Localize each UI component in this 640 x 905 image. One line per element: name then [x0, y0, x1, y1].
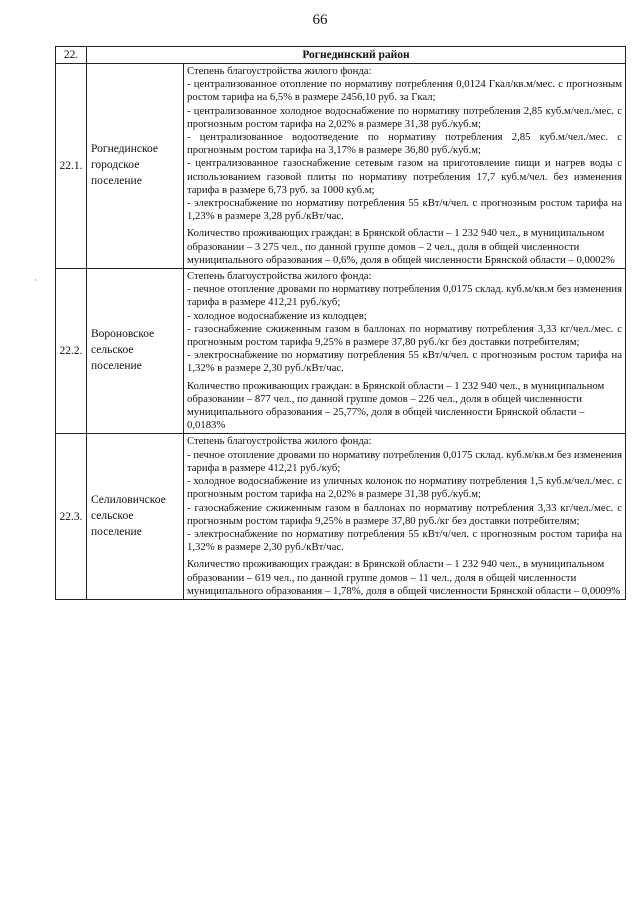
- settlement-name-line: Вороновское: [91, 328, 155, 341]
- settlement-name-line: поселение: [91, 174, 142, 187]
- utility-item: - централизованное отопление по нормативу потребления 0,0124 Гкал/кв.м/мес. с прогнозным ростом тарифа на 6,5% в размере 2456,10 руб. за Гкал;: [187, 78, 622, 104]
- settlement-name-line: Рогнединское: [91, 143, 158, 156]
- settlement-name-line: сельское: [91, 509, 134, 522]
- utility-item: - централизованное водоотведение по нормативу потребления 2,85 куб.м/чел./мес. с прогнозным ростом тарифа на 3,17% в размере 36,80 руб./куб.м;: [187, 131, 622, 157]
- row-number: 22.3.: [56, 434, 87, 599]
- settlement-name-line: поселение: [91, 525, 142, 538]
- row-number: 22.2.: [56, 269, 87, 434]
- header-row: [56, 47, 626, 64]
- row-number: 22.1.: [56, 64, 87, 269]
- header-number: 22.: [56, 47, 87, 64]
- settlement-name-line: городское: [91, 159, 140, 172]
- settlement-name: [87, 64, 184, 269]
- utility-item: - централизованное холодное водоснабжение по нормативу потребления 2,85 куб.м/чел./мес. с прогнозным ростом тарифа на 2,02% в размере 31,38 руб./куб.м;: [187, 104, 622, 130]
- utilities-description: [184, 269, 626, 434]
- utility-item: - печное отопление дровами по нормативу потребления 0,0175 склад. куб.м/кв.м без изменения тарифа в размере 412,21 руб./куб;: [187, 448, 622, 474]
- scan-mark: ·: [34, 275, 37, 285]
- settlement-name: [87, 269, 184, 434]
- district-table: [55, 46, 626, 600]
- settlement-name-line: Селиловичское: [91, 493, 166, 506]
- section-heading: Степень благоустройства жилого фонда:: [187, 65, 372, 77]
- settlement-name-line: поселение: [91, 360, 142, 373]
- utilities-description: [184, 434, 626, 599]
- section-heading: Степень благоустройства жилого фонда:: [187, 435, 372, 448]
- utility-item: - газоснабжение сжиженным газом в баллонах по нормативу потребления 3,33 кг/чел./мес. с прогнозным ростом тарифа 9,25% в размере 37,80 руб./кг без доставки потребителям;: [187, 322, 622, 349]
- utility-item: - электроснабжение по нормативу потребления 55 кВт/ч/чел. с прогнозным ростом тарифа на 1,23% в размере 3,28 руб./кВт/час.: [187, 197, 622, 223]
- district-title: Рогнединский район: [87, 47, 626, 64]
- settlement-name-line: сельское: [91, 344, 134, 357]
- population-info: Количество проживающих граждан: в Брянской области – 1 232 940 чел., в муниципальном образовании – 3 275 чел., по данной группе домов – 2 чел., доля в общей численности муниципального образования – 0,6%, доля в общей численности Брянской области – 0,0002%: [187, 227, 615, 266]
- utility-item: - печное отопление дровами по нормативу потребления 0,0175 склад. куб.м/кв.м без изменения тарифа в размере 412,21 руб./куб;: [187, 283, 622, 309]
- population-info: Количество проживающих граждан: в Брянской области – 1 232 940 чел., в муниципальном образовании – 877 чел., по данной группе домов – 226 чел., доля в общей численности муниципального образования – 25,77%, доля в общей численности Брянской области – 0,0183%: [187, 379, 605, 432]
- population-info: Количество проживающих граждан: в Брянской области – 1 232 940 чел., в муниципальном образовании – 619 чел., по данной группе домов – 11 чел., доля в общей численности муниципального образования – 1,78%, доля в общей численности Брянской области – 0,0009%: [187, 558, 621, 597]
- utility-item: - холодное водоснабжение из уличных колонок по нормативу потребления 1,5 куб.м/чел./мес. с прогнозным ростом тарифа на 2,02% в размере 31,38 руб./куб.м;: [187, 475, 622, 501]
- settlement-row: [56, 269, 626, 434]
- utility-item: - электроснабжение по нормативу потребления 55 кВт/ч/чел. с прогнозным ростом тарифа на 1,32% в размере 2,30 руб./кВт/час.: [187, 349, 622, 375]
- utility-item: - централизованное газоснабжение сетевым газом на приготовление пищи и нагрев воды с использованием газовой плиты по нормативу потребления 17,7 куб.м/чел. без изменения тарифа в размере 6,73 руб. за 1000 куб.м;: [187, 157, 622, 196]
- settlement-row: [56, 64, 626, 269]
- utility-item: - электроснабжение по нормативу потребления 55 кВт/ч/чел. с прогнозным ростом тарифа на 1,32% в размере 2,30 руб./кВт/час.: [187, 527, 622, 554]
- page-number: 66: [312, 12, 328, 28]
- utility-item: - холодное водоснабжение из колодцев;: [187, 309, 367, 322]
- section-heading: Степень благоустройства жилого фонда:: [187, 270, 372, 283]
- settlement-row: [56, 434, 626, 599]
- utilities-description: [184, 64, 626, 269]
- settlement-name: [87, 434, 184, 599]
- utility-item: - газоснабжение сжиженным газом в баллонах по нормативу потребления 3,33 кг/чел./мес. с прогнозным ростом тарифа 9,25% в размере 37,80 руб./кг без доставки потребителям;: [187, 501, 622, 527]
